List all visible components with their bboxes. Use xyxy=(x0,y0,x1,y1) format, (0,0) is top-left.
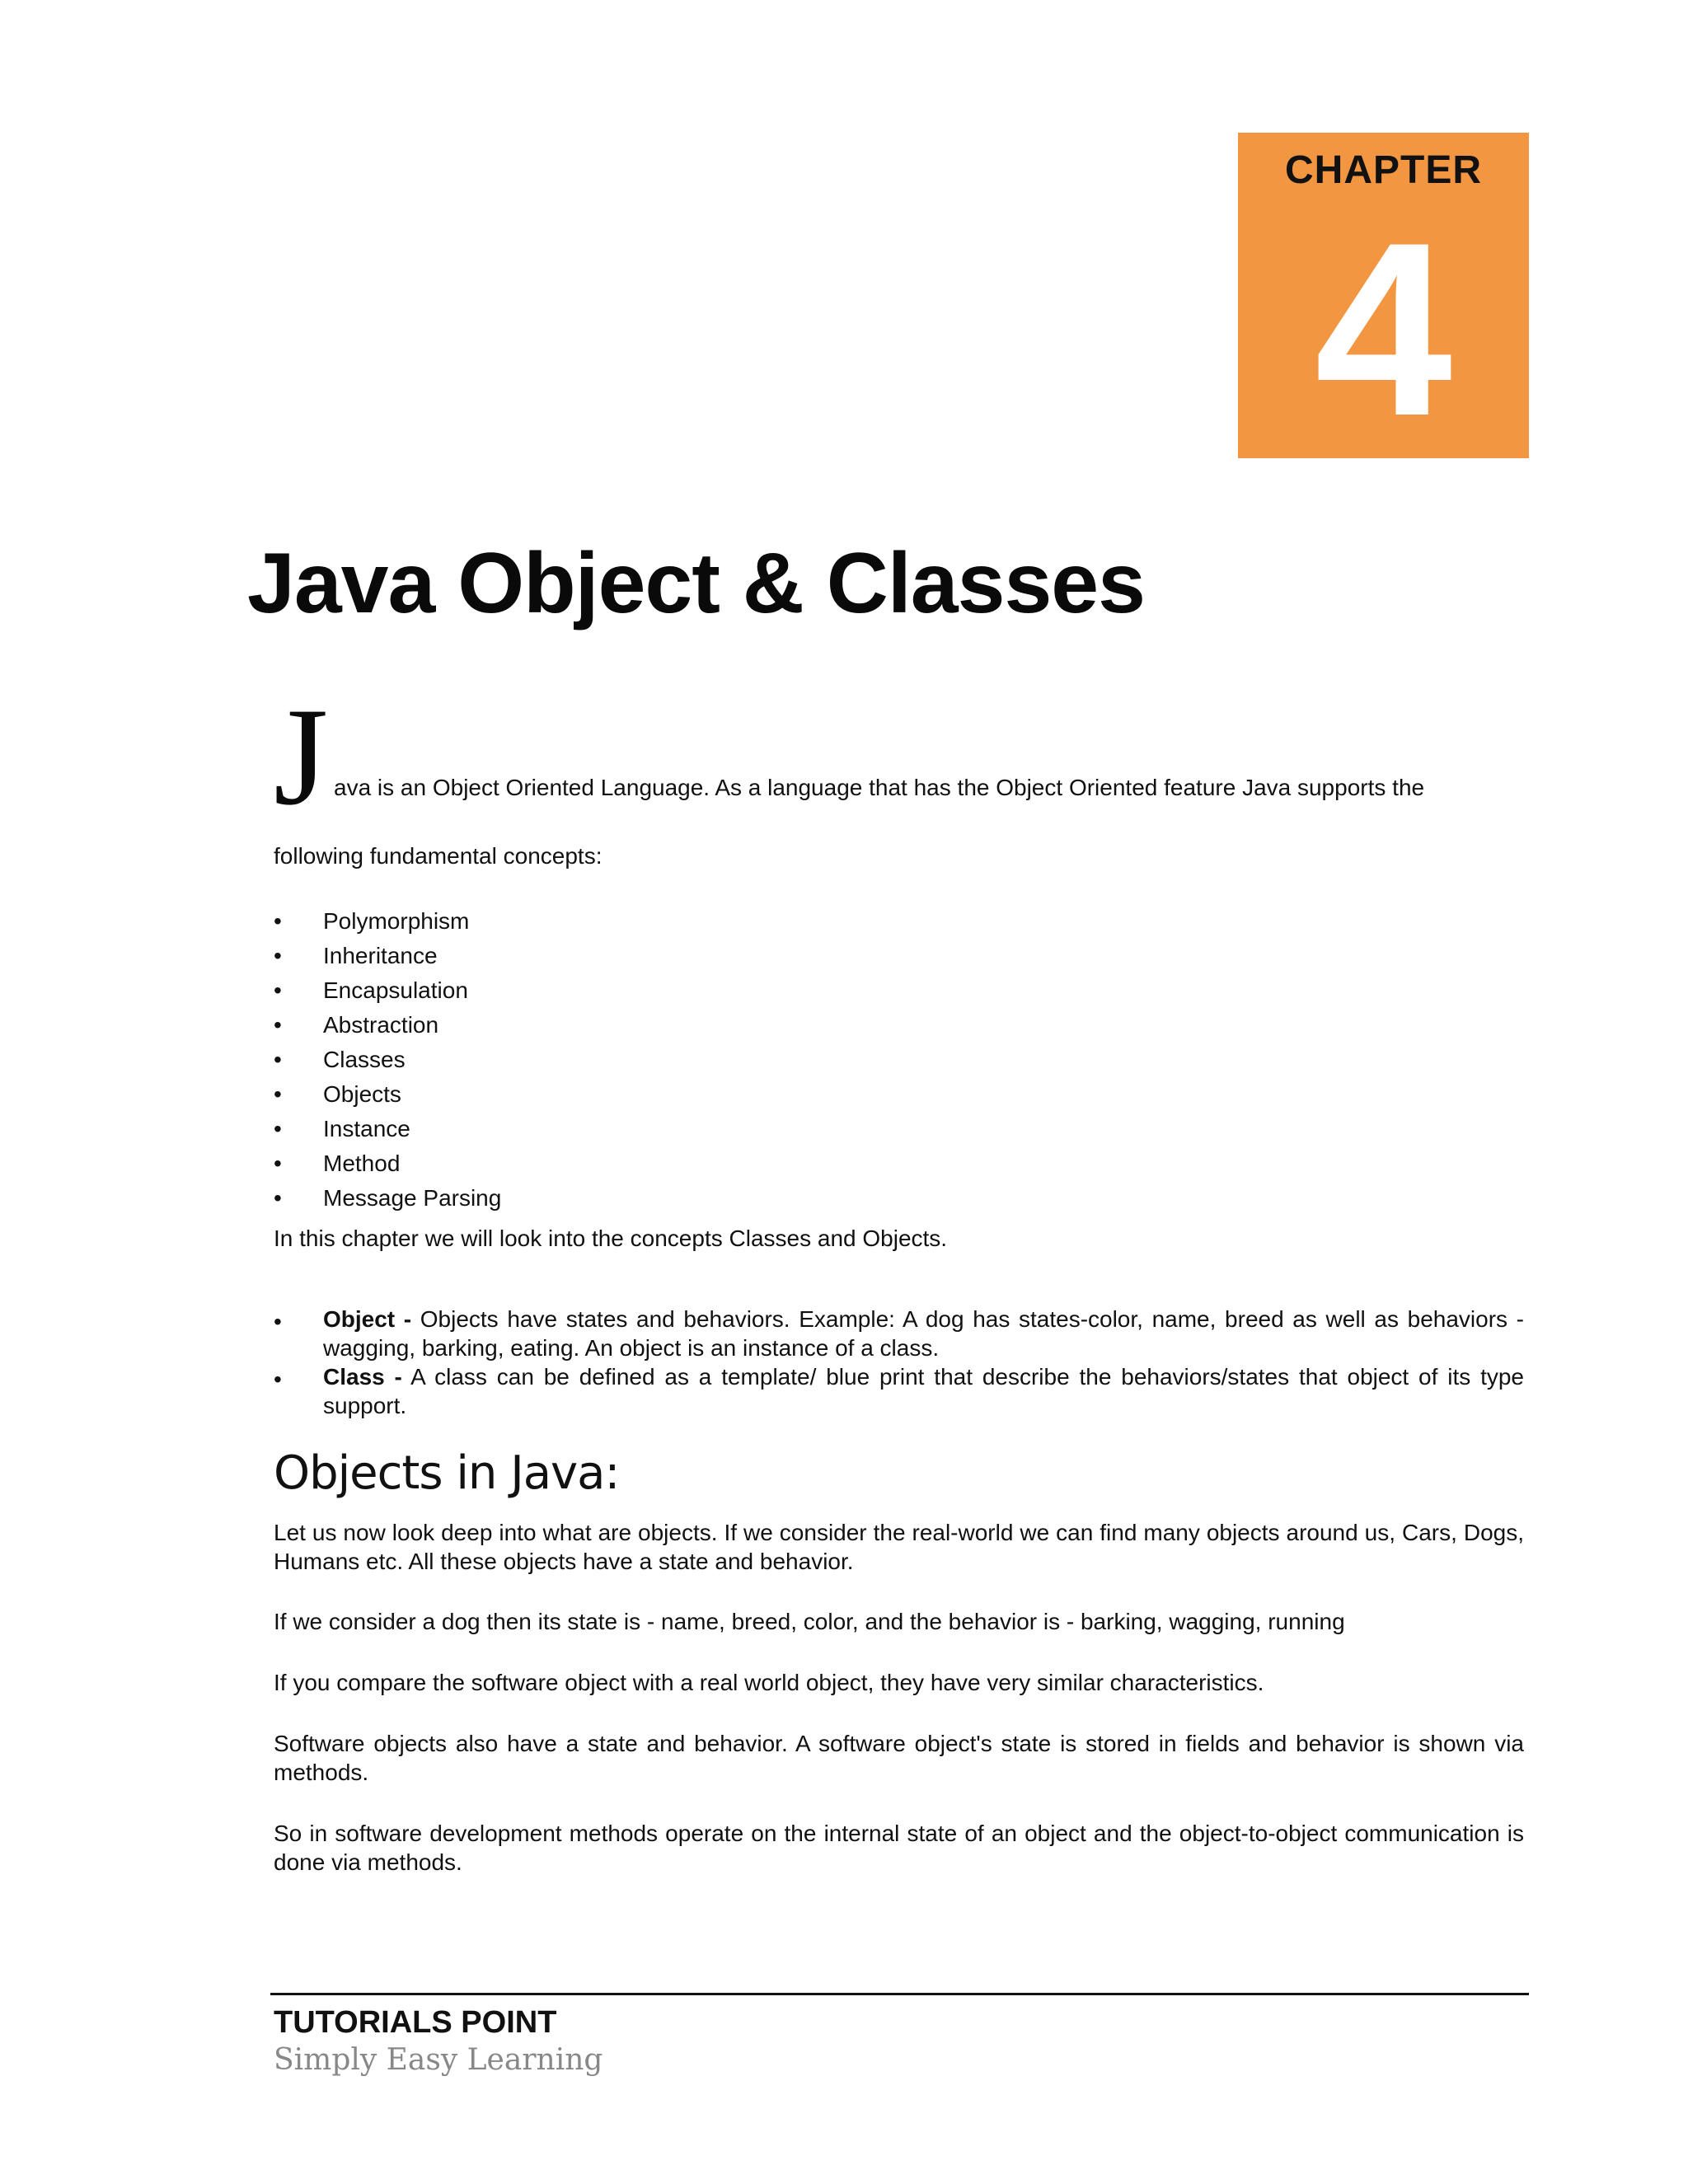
bullet-icon: • xyxy=(274,977,282,1003)
bullet-icon: • xyxy=(274,1309,282,1334)
bullet-icon: • xyxy=(274,1081,282,1107)
intro-second-line: following fundamental concepts: xyxy=(274,843,603,869)
dropcap-letter: J xyxy=(274,679,329,834)
definition-class xyxy=(274,1362,1524,1420)
bullet-icon: • xyxy=(274,1366,282,1392)
paragraph: If you compare the software object with a real world object, they have very similar characteristics. xyxy=(274,1670,1264,1695)
footer-tagline: Simply Easy Learning xyxy=(274,2043,603,2077)
concepts-list xyxy=(274,904,1015,1216)
chapter-number: 4 xyxy=(1315,190,1452,467)
bullet-icon: • xyxy=(274,908,282,934)
intro-paragraph xyxy=(274,679,1524,834)
list-item: • Instance xyxy=(274,1112,1015,1146)
bullet-icon: • xyxy=(274,1116,282,1141)
list-item: • Polymorphism xyxy=(274,904,1015,939)
chapter-label: CHAPTER xyxy=(1284,148,1482,192)
list-item: • Abstraction xyxy=(274,1008,1015,1043)
section-heading: Objects in Java: xyxy=(274,1446,620,1500)
definition-object xyxy=(274,1305,1524,1362)
bullet-icon: • xyxy=(274,1047,282,1072)
intro-first-line: ava is an Object Oriented Language. As a language that has the Object Oriented feature Java supports the xyxy=(334,775,1425,800)
footer-brand: TUTORIALS POINT xyxy=(274,2005,557,2040)
paragraph: Software objects also have a state and behavior. A software object's state is stored in fields and behavior is shown via methods. xyxy=(274,1731,1524,1785)
paragraph: Let us now look deep into what are objects. If we consider the real-world we can find many objects around us, Cars, Dogs, Humans etc. All these objects have a state and behavior. xyxy=(274,1520,1524,1574)
bullet-icon: • xyxy=(274,1151,282,1176)
definition-text: A class can be defined as a template/ blue print that describe the behaviors/states that object of its type support. xyxy=(323,1364,1524,1418)
paragraph: If we consider a dog then its state is - name, breed, color, and the behavior is - barking, wagging, running xyxy=(274,1609,1345,1634)
list-item: • Method xyxy=(274,1146,1015,1181)
list-item: • Objects xyxy=(274,1077,1015,1112)
page-title: Java Object & Classes xyxy=(247,536,1145,631)
list-item: • Message Parsing xyxy=(274,1181,1015,1216)
definition-term: Object - xyxy=(323,1306,412,1332)
chapter-intro-text: In this chapter we will look into the concepts Classes and Objects. xyxy=(274,1226,948,1251)
bullet-icon: • xyxy=(274,1012,282,1038)
definition-term: Class - xyxy=(323,1364,402,1390)
paragraph: So in software development methods operate on the internal state of an object and the object-to-object communication is done via methods. xyxy=(274,1821,1524,1875)
list-item: • Inheritance xyxy=(274,939,1015,973)
chapter-badge xyxy=(1238,133,1529,467)
list-item: • Encapsulation xyxy=(274,973,1015,1008)
definition-text: Objects have states and behaviors. Example: A dog has states-color, name, breed as well as behaviors -wagging, barking, eating. An object is an instance of a class. xyxy=(323,1306,1525,1361)
bullet-icon: • xyxy=(274,943,282,968)
bullet-icon: • xyxy=(274,1185,282,1211)
definitions-list xyxy=(274,1305,1524,1420)
footer-divider xyxy=(270,1993,1529,1995)
list-item: • Classes xyxy=(274,1043,1015,1077)
